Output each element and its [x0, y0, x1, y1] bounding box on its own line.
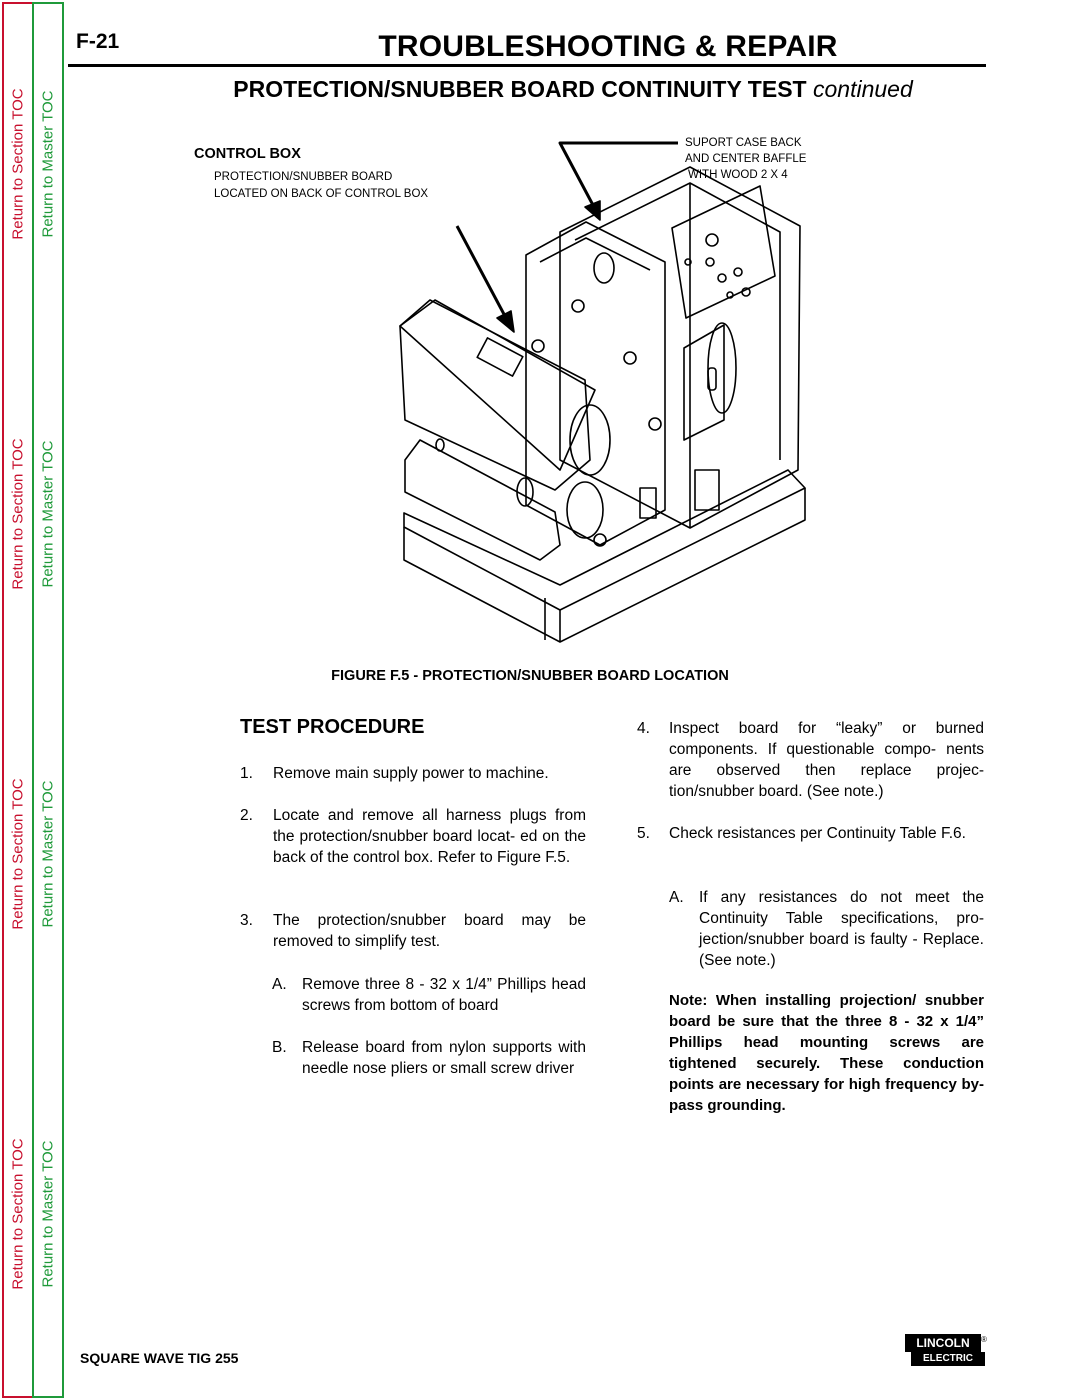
transformer-lower: [405, 440, 560, 560]
section-subtitle: [160, 76, 986, 103]
master-toc-column: [32, 2, 64, 1398]
step-5a: A. If any resistances do not meet the Continuity Table specifications, pro- jection/snubber board is faulty - Replace. (See note.): [669, 889, 984, 969]
return-to-section-toc-link[interactable]: Return to Section TOC: [9, 438, 27, 590]
support-label-line1: SUPORT CASE BACK: [685, 137, 802, 149]
return-to-master-toc-link[interactable]: Return to Master TOC: [39, 440, 57, 588]
section-toc-column: [2, 2, 34, 1398]
return-to-section-toc-link[interactable]: Return to Section TOC: [9, 778, 27, 930]
return-to-section-toc-link[interactable]: Return to Section TOC: [9, 1138, 27, 1290]
model-name: SQUARE WAVE TIG 255: [80, 1350, 239, 1366]
support-label-line3: WITH WOOD 2 X 4: [688, 169, 788, 181]
return-to-master-toc-link[interactable]: Return to Master TOC: [39, 780, 57, 928]
installation-note: Note: When installing projection/ snubber board be sure that the three 8 - 32 x 1/4” Phillips head mounting screws are tightened securely. These conduction points are necessary for high frequency by-pass grounding.: [669, 992, 984, 1114]
step-4: 4. Inspect board for “leaky” or burned components. If questionable compo- nents are observed then replace projec- tion/snubber board. (See note.): [637, 720, 984, 800]
page-title: TROUBLESHOOTING & REPAIR: [378, 30, 838, 63]
step-3a: A. Remove three 8 - 32 x 1/4” Phillips head screws from bottom of board: [272, 976, 586, 1014]
header-divider: [68, 64, 986, 67]
pointer-arrow: [457, 226, 514, 332]
logo-registered-mark: ®: [981, 1335, 987, 1344]
step-1: 1. Remove main supply power to machine.: [240, 765, 549, 782]
step-5: 5. Check resistances per Continuity Table F.6.: [637, 825, 966, 842]
control-box-panel: [672, 186, 775, 318]
step-3: 3. The protection/snubber board may be removed to simplify test.: [240, 912, 586, 950]
board-location-label-line2: LOCATED ON BACK OF CONTROL BOX: [214, 188, 429, 200]
step-2: 2. Locate and remove all harness plugs from the protection/snubber board locat- ed on the back of the control box. Refer to Figure F.5.: [240, 807, 586, 866]
figure-caption: FIGURE F.5 - PROTECTION/SNUBBER BOARD LOCATION: [331, 668, 729, 684]
page-number: F-21: [76, 30, 120, 53]
subtitle-continued: continued: [812, 76, 913, 102]
machine-chassis-illustration: [380, 130, 840, 650]
subtitle-main: PROTECTION/SNUBBER BOARD CONTINUITY TEST: [233, 76, 807, 102]
test-procedure-heading: TEST PROCEDURE: [240, 716, 425, 738]
step-3b: B. Release board from nylon supports with needle nose pliers or small screw driver: [272, 1039, 586, 1077]
board-location-label-line1: PROTECTION/SNUBBER BOARD: [214, 171, 393, 183]
center-baffle: [526, 222, 665, 545]
logo-top: LINCOLN: [905, 1334, 981, 1352]
logo-bottom: ELECTRIC: [911, 1352, 985, 1366]
support-label-line2: AND CENTER BAFFLE: [685, 153, 807, 165]
return-to-section-toc-link[interactable]: Return to Section TOC: [9, 88, 27, 240]
return-to-master-toc-link[interactable]: Return to Master TOC: [39, 1140, 57, 1288]
control-box-label: CONTROL BOX: [194, 146, 301, 162]
return-to-master-toc-link[interactable]: Return to Master TOC: [39, 90, 57, 238]
lincoln-electric-logo: [905, 1334, 987, 1368]
base-plate: [404, 470, 805, 610]
